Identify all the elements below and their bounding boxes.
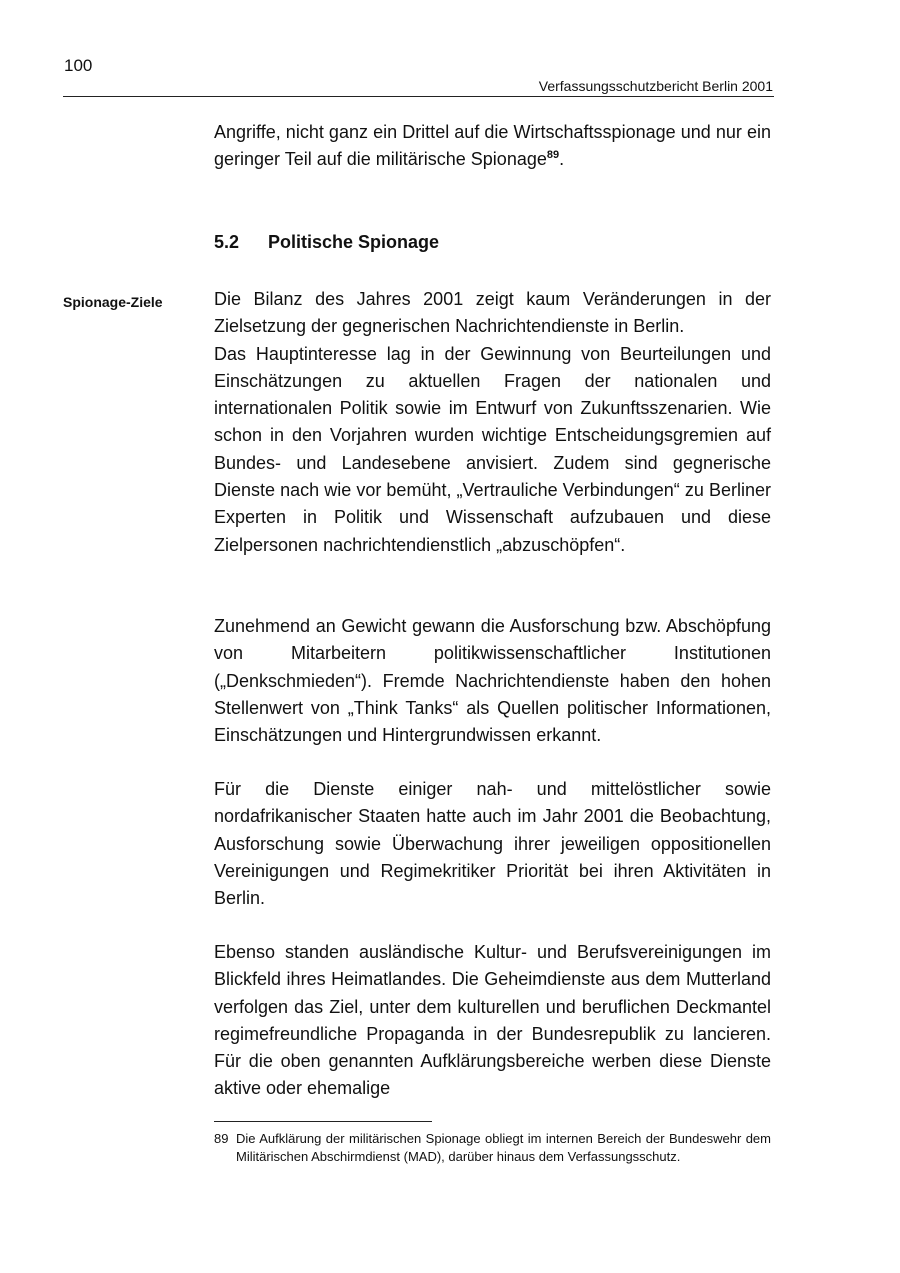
header-rule [63,96,774,97]
sentence-end: . [559,149,565,170]
running-header: Verfassungsschutzbericht Berlin 2001 [538,78,773,94]
paragraph-2: Zunehmend an Gewicht gewann die Ausforschung bzw. Abschöpfung von Mitarbeitern politikwissenschaftlicher Institutionen („Denkschmieden“). Fremde Nachrichtendienste haben den hohen Stellenwert von „Think Tanks“ als Quellen politischer Informationen, Einschätzungen und Hintergrundwissen erkannt. [214,616,771,746]
page-number: 100 [64,56,93,75]
paragraph-4: Ebenso standen ausländische Kultur- und Berufsvereinigungen im Blickfeld ihres Heimatlandes. Die Geheimdienste aus dem Mutterland verfolgen das Ziel, unter dem kulturellen und beruflichen Deckmantel regimefreundliche Propaganda in der Bundesrepublik zu lancieren. Für die oben genannten Aufklärungsbereiche werben diese Dienste aktive oder ehemalige [214,942,771,1099]
paragraph-text: Die Bilanz des Jahres 2001 zeigt kaum Veränderungen in der Zielsetzung der gegnerischen Nachrichtendienste in Berlin. [214,289,771,337]
paragraph-3: Für die Dienste einiger nah- und mittelöstlicher sowie nordafrikanischer Staaten hatte auch im Jahr 2001 die Beobachtung, Ausforschung sowie Überwachung ihrer jeweiligen oppositionellen Vereinigungen und Regimekritiker Priorität bei ihren Aktivitäten in Berlin. [214,779,771,909]
paragraph-text: Angriffe, nicht ganz ein Drittel auf die Wirtschaftsspionage und nur ein geringer Teil auf die militärische Spionage [214,122,771,170]
paragraph-1 [214,286,771,559]
paragraph-continued [214,119,771,174]
footnote-text: Die Aufklärung der militärischen Spionage obliegt im internen Bereich der Bundeswehr dem Militärischen Abschirmdienst (MAD), darüber hinaus dem Verfassungsschutz. [236,1131,771,1164]
paragraph-text: Das Hauptinteresse lag in der Gewinnung von Beurteilungen und Einschätzungen zu aktuellen Fragen der nationalen und internationalen Politik sowie im Entwurf von Zukunftsszenarien. Wie schon in den Vorjahren wurden wichtige Entscheidungsgremien auf Bundes- und Landesebene anvisiert. Zudem sind gegnerische Dienste nach wie vor bemüht, „Vertrauliche Verbindungen“ zu Berliner Experten in Politik und Wissenschaft aufzubauen und diese Zielpersonen nachrichtendienstlich „abzuschöpfen“. [214,343,771,555]
footnote-number: 89 [214,1131,229,1146]
footnote [214,1130,771,1166]
section-title: Politische Spionage [268,232,440,252]
margin-note: Spionage-Ziele [63,294,163,310]
footnote-rule [214,1121,432,1122]
section-heading [214,232,439,253]
section-number: 5.2 [214,232,240,252]
footnote-reference[interactable]: 89 [546,149,560,162]
